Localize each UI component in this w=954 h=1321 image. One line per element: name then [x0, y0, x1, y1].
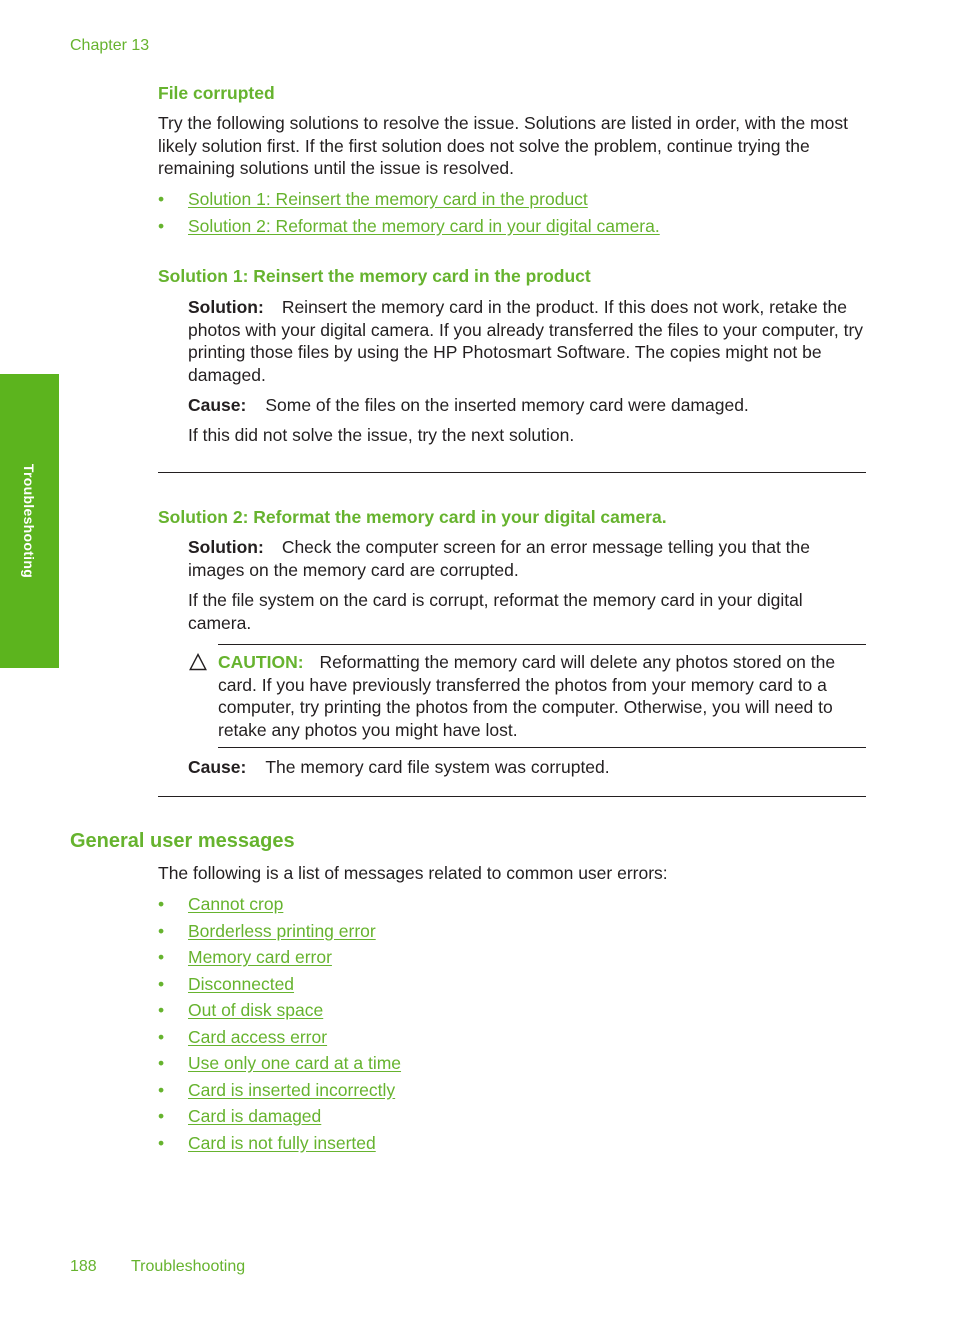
general-intro: The following is a list of messages related to common user errors: — [158, 863, 668, 883]
bullet: • — [158, 1000, 165, 1020]
side-tab — [0, 374, 59, 668]
list-item — [158, 1052, 868, 1079]
caution-top-rule — [218, 644, 866, 645]
bullet: • — [158, 947, 165, 967]
list-item — [158, 973, 868, 1000]
bullet: • — [158, 1106, 165, 1126]
list-item — [158, 1105, 868, 1132]
list-item — [158, 946, 868, 973]
solution2-cause — [188, 756, 870, 779]
link-memory-card-error[interactable]: Memory card error — [188, 947, 332, 967]
side-tab-label: Troubleshooting — [21, 463, 37, 579]
link-card-not-fully-inserted[interactable]: Card is not fully inserted — [188, 1132, 376, 1153]
list-item — [158, 1079, 868, 1106]
list-item — [158, 1026, 868, 1053]
link-card-access-error[interactable]: Card access error — [188, 1026, 328, 1047]
list-item — [158, 893, 868, 920]
page-number: 188 — [70, 1258, 97, 1275]
solutions-link-list — [158, 188, 868, 241]
cause-label: Cause: — [188, 395, 247, 415]
solution2-extra: If the file system on the card is corrupt, reformat the memory card in your digital camera. — [188, 590, 803, 633]
caution-bottom-rule — [218, 747, 866, 748]
section-title-solution1: Solution 1: Reinsert the memory card in the product — [158, 266, 591, 286]
link-cannot-crop[interactable]: Cannot crop — [188, 894, 284, 914]
general-messages-list — [158, 893, 868, 1158]
solution1-link[interactable]: Solution 1: Reinsert the memory card in the product — [188, 189, 588, 209]
bullet: • — [158, 894, 165, 914]
divider — [158, 796, 866, 797]
caution-box — [218, 651, 870, 741]
solution-label: Solution: — [188, 537, 264, 557]
link-disconnected[interactable]: Disconnected — [188, 973, 295, 994]
link-card-is-damaged[interactable]: Card is damaged — [188, 1106, 322, 1126]
caution-text: Reformatting the memory card will delete any photos stored on the card. If you have previously transferred the photos from your memory card to a computer, try printing the photos from the computer. Otherwise, you will need to retake any photos you might have lost. — [218, 652, 836, 740]
section-title-solution2: Solution 2: Reformat the memory card in your digital camera. — [158, 507, 667, 527]
list-item — [158, 920, 868, 947]
link-out-of-disk-space[interactable]: Out of disk space — [188, 1000, 324, 1020]
cause-text: Some of the files on the inserted memory card were damaged. — [265, 395, 749, 415]
solution2-solution — [188, 536, 870, 581]
solution-text: Reinsert the memory card in the product. If this does not work, retake the photos with your digital camera. If you already transferred the files to your computer, try printing those files by using the HP Photosmart Software. The copies might not be damaged. — [188, 297, 864, 385]
divider — [158, 472, 866, 473]
solution1-next: If this did not solve the issue, try the next solution. — [188, 425, 575, 445]
solution1-cause — [188, 394, 870, 417]
link-use-only-one-card[interactable]: Use only one card at a time — [188, 1053, 402, 1073]
bullet: • — [158, 920, 165, 941]
caution-label: CAUTION: — [218, 652, 304, 672]
bullet: • — [158, 1026, 165, 1047]
section-title-general-user-messages: General user messages — [70, 830, 295, 852]
section-title-file-corrupted: File corrupted — [158, 83, 275, 103]
list-item — [158, 1132, 868, 1159]
bullet: • — [158, 1079, 165, 1100]
cause-text: The memory card file system was corrupted. — [265, 757, 610, 777]
solution1-solution — [188, 296, 870, 386]
solution-label: Solution: — [188, 297, 264, 317]
chapter-label: Chapter 13 — [70, 37, 150, 54]
bullet: • — [158, 189, 165, 209]
bullet: • — [158, 973, 165, 994]
list-item — [158, 999, 868, 1026]
link-card-inserted-incorrectly[interactable]: Card is inserted incorrectly — [188, 1079, 396, 1100]
link-borderless-printing-error[interactable]: Borderless printing error — [188, 920, 376, 941]
bullet: • — [158, 1132, 165, 1153]
footer-section: Troubleshooting — [131, 1258, 246, 1275]
bullet: • — [158, 215, 165, 236]
cause-label: Cause: — [188, 757, 247, 777]
solution2-link[interactable]: Solution 2: Reformat the memory card in your digital camera. — [188, 215, 660, 236]
solution-text: Check the computer screen for an error message telling you that the images on the memory card are corrupted. — [188, 537, 810, 580]
caution-icon — [189, 653, 207, 671]
list-item — [158, 188, 868, 215]
file-corrupted-intro: Try the following solutions to resolve the issue. Solutions are listed in order, with the most likely solution first. If the first solution does not solve the problem, continue trying the remaining solutions until the issue is resolved. — [158, 113, 848, 178]
bullet: • — [158, 1053, 165, 1073]
list-item — [158, 215, 868, 242]
